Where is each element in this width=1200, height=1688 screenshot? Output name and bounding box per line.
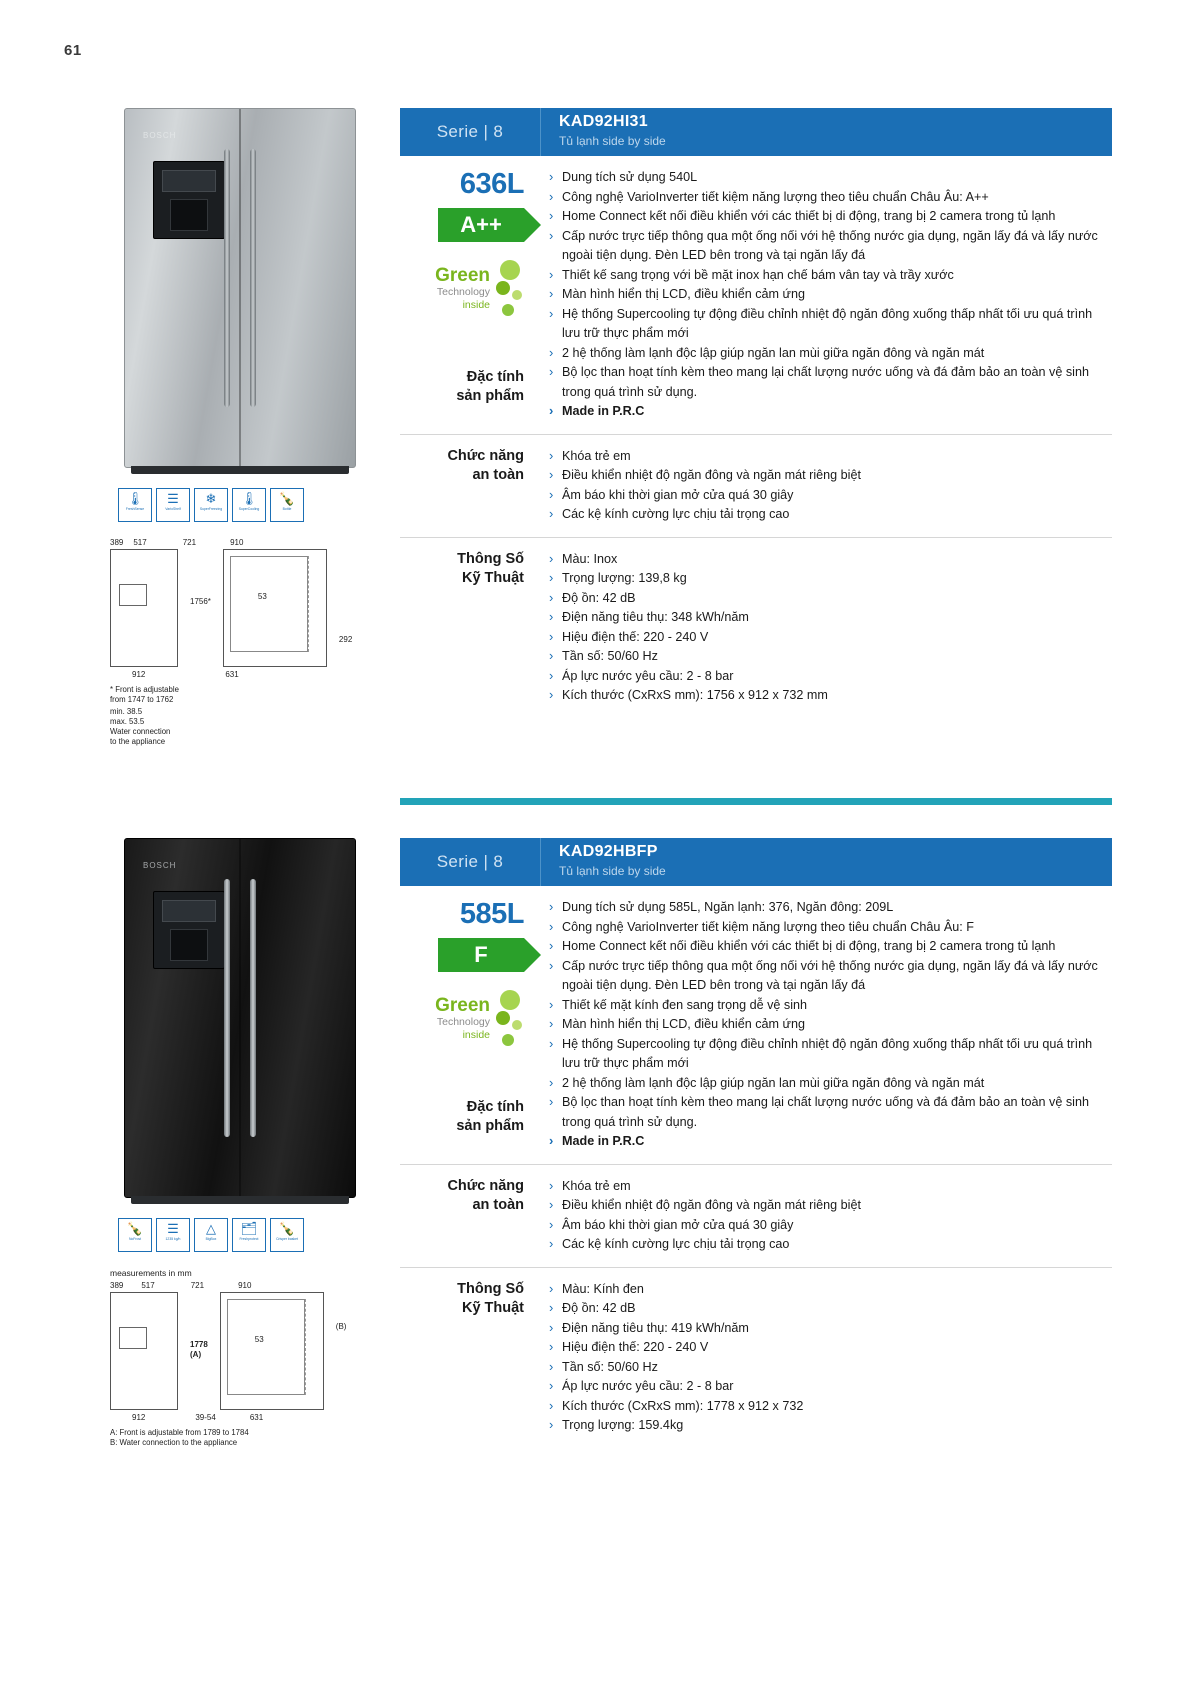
safety-label-line2: an toàn bbox=[472, 1196, 524, 1213]
supercooling-icon bbox=[232, 488, 266, 522]
specs-label-line2: Kỹ Thuật bbox=[461, 1299, 524, 1316]
list-item: › Điện năng tiêu thụ: 419 kWh/năm bbox=[546, 1319, 1112, 1339]
product-1-badges bbox=[400, 168, 540, 422]
icon-caption: SuperCooling bbox=[238, 507, 260, 511]
freshsense-icon bbox=[118, 488, 152, 522]
depth-53-label: 53 bbox=[254, 1335, 264, 1344]
marker-b-label: (B) bbox=[335, 1322, 347, 1331]
specs-label-line2: Kỹ Thuật bbox=[461, 569, 524, 586]
product-1-feature-icons bbox=[118, 488, 370, 522]
height-label-group bbox=[190, 1292, 208, 1360]
list-item: › Bộ lọc than hoạt tính kèm theo mang lại chất lượng nước uống và đá đảm bảo an toàn vệ sinh trong quá trình sử dụng. bbox=[546, 363, 1112, 402]
front-view-drawing bbox=[110, 1292, 178, 1410]
superfreezing-icon bbox=[194, 488, 228, 522]
list-item: › Khóa trẻ em bbox=[546, 447, 1112, 467]
brand-logo: BOSCH bbox=[143, 131, 177, 140]
ice-maker-icon bbox=[156, 1218, 190, 1252]
icon-glyph: 🌡 bbox=[240, 491, 258, 506]
list-item: › Cấp nước trực tiếp thông qua một ống nối với hệ thống nước gia dụng, ngăn lấy đá và lấy nước ngoài tiện dụng. Đèn LED bên trong và tại ngăn lấy đá bbox=[546, 957, 1112, 996]
door-swing bbox=[305, 1299, 317, 1395]
product-2-spec-panel bbox=[400, 838, 1112, 1448]
energy-badge bbox=[400, 208, 524, 242]
note-max: max. 53.5 bbox=[110, 717, 145, 726]
fridge-base bbox=[131, 1196, 349, 1204]
product-1-safety-list bbox=[540, 447, 1112, 525]
product-2-dimension-drawing bbox=[110, 1268, 370, 1448]
specs-label-line1: Thông Số bbox=[457, 1280, 524, 1297]
dimension-notes bbox=[110, 685, 370, 747]
list-item: › Tần số: 50/60 Hz bbox=[546, 1358, 1112, 1378]
serie-label: Serie | 8 bbox=[436, 852, 504, 871]
list-item: › Màu: Kính đen bbox=[546, 1280, 1112, 1300]
height-label: 1778 bbox=[190, 1340, 208, 1349]
right-door-handle bbox=[250, 149, 256, 407]
dispenser-well bbox=[170, 199, 208, 231]
tick-910: 910 bbox=[238, 1281, 252, 1290]
tick-721: 721 bbox=[190, 1281, 205, 1290]
door-swing bbox=[308, 556, 320, 652]
features-label-line2: sản phẩm bbox=[456, 388, 524, 404]
bottle-rack-icon bbox=[270, 1218, 304, 1252]
icon-caption: SuperFreezing bbox=[199, 507, 223, 511]
icon-glyph: 🌡 bbox=[126, 491, 144, 506]
list-item: › Công nghệ VarioInverter tiết kiệm năng lượng theo tiêu chuẩn Châu Âu: F bbox=[546, 918, 1112, 938]
green-technology-logo bbox=[400, 996, 524, 1062]
icon-glyph: 🍾 bbox=[278, 491, 296, 506]
product-2-safety-list bbox=[540, 1177, 1112, 1255]
left-door-handle bbox=[224, 149, 230, 407]
left-door-handle bbox=[224, 879, 230, 1137]
width-912-label: 912 bbox=[132, 670, 146, 679]
door-split bbox=[239, 839, 241, 1197]
product-1-features-list bbox=[540, 168, 1112, 422]
safety-label-line2: an toàn bbox=[472, 466, 524, 483]
product-1-specs-list bbox=[540, 550, 1112, 706]
icon-glyph: ☰ bbox=[167, 1221, 179, 1236]
serie-label: Serie | 8 bbox=[436, 122, 504, 141]
list-item: › Made in P.R.C bbox=[546, 1132, 1112, 1152]
dispenser-outline bbox=[119, 584, 147, 606]
green-line-1: Green bbox=[435, 265, 490, 286]
icon-caption: BigBox bbox=[205, 1237, 217, 1241]
tick-517: 517 bbox=[133, 538, 147, 547]
product-1-header bbox=[400, 108, 1112, 156]
green-line-3: inside bbox=[462, 299, 490, 311]
list-item: › Home Connect kết nối điều khiển với các thiết bị di động, trang bị 2 camera trong tủ lạnh bbox=[546, 207, 1112, 227]
range-39-54-label: 39-54 bbox=[195, 1413, 216, 1422]
product-1-dimension-drawing bbox=[110, 538, 370, 747]
safety-label-line1: Chức năng bbox=[447, 1177, 524, 1194]
list-item: › Áp lực nước yêu cầu: 2 - 8 bar bbox=[546, 667, 1112, 687]
product-2-badges bbox=[400, 898, 540, 1152]
product-2-visuals bbox=[110, 838, 370, 1448]
note-water-connection: Water connection bbox=[110, 727, 171, 736]
icon-caption: Freshprotect bbox=[239, 1237, 259, 1241]
product-2-specs-row bbox=[400, 1268, 1112, 1448]
list-item: › Hiệu điện thế: 220 - 240 V bbox=[546, 1338, 1112, 1358]
dimension-ticks-top bbox=[110, 1281, 370, 1290]
depth-53-label: 53 bbox=[257, 592, 267, 601]
features-label-line1: Đặc tính bbox=[466, 369, 524, 385]
energy-class-label: A++ bbox=[438, 208, 524, 242]
product-2-features-row bbox=[400, 886, 1112, 1165]
measurement-units-note: measurements in mm bbox=[110, 1268, 192, 1278]
list-item: › Dung tích sử dụng 585L, Ngăn lạnh: 376, Ngăn đông: 209L bbox=[546, 898, 1112, 918]
list-item: › Trọng lượng: 159.4kg bbox=[546, 1416, 1112, 1436]
specs-section-label bbox=[400, 1280, 540, 1436]
door-split bbox=[239, 109, 241, 467]
icon-caption: Crisper basket bbox=[276, 1237, 298, 1241]
bigbox-icon bbox=[194, 1218, 228, 1252]
list-item: › Trọng lượng: 139,8 kg bbox=[546, 569, 1112, 589]
list-item: › Màn hình hiển thị LCD, điều khiển cảm ứng bbox=[546, 1015, 1112, 1035]
list-item: › Thiết kế sang trọng với bề mặt inox hạn chế bám vân tay và trầy xước bbox=[546, 266, 1112, 286]
product-2-features-list bbox=[540, 898, 1112, 1152]
width-912-label: 912 bbox=[132, 1413, 146, 1422]
vitafresh-icon bbox=[232, 1218, 266, 1252]
dispenser-outline bbox=[119, 1327, 147, 1349]
icon-glyph: △ bbox=[206, 1221, 216, 1236]
list-item: › Dung tích sử dụng 540L bbox=[546, 168, 1112, 188]
water-dispenser bbox=[153, 161, 225, 239]
green-technology-logo bbox=[400, 266, 524, 332]
icon-caption: Bottle bbox=[282, 507, 292, 511]
list-item: › Màu: Inox bbox=[546, 550, 1112, 570]
tick-910: 910 bbox=[230, 538, 244, 547]
list-item: › Các kệ kính cường lực chịu tải trọng cao bbox=[546, 505, 1112, 525]
list-item: › Tần số: 50/60 Hz bbox=[546, 647, 1112, 667]
safety-section-label bbox=[400, 447, 540, 525]
green-line-1: Green bbox=[435, 995, 490, 1016]
tick-389: 389 bbox=[110, 1281, 124, 1290]
green-dots-icon bbox=[494, 260, 524, 322]
tick-721: 721 bbox=[182, 538, 197, 547]
front-view-drawing bbox=[110, 549, 178, 667]
dimension-ticks-top bbox=[110, 538, 370, 547]
icon-caption: VarioShelf bbox=[165, 507, 181, 511]
energy-class-label: F bbox=[438, 938, 524, 972]
specs-section-label bbox=[400, 550, 540, 706]
height-marker-a: (A) bbox=[190, 1350, 202, 1359]
list-item: › Made in P.R.C bbox=[546, 402, 1112, 422]
cabinet-outline bbox=[230, 556, 308, 652]
tick-517: 517 bbox=[141, 1281, 155, 1290]
icon-caption: NoFrost bbox=[128, 1237, 142, 1241]
bottle-rack-icon bbox=[270, 488, 304, 522]
right-door-handle bbox=[250, 879, 256, 1137]
green-dots-icon bbox=[494, 990, 524, 1052]
features-section-label bbox=[400, 1098, 524, 1136]
icon-glyph: ❄ bbox=[205, 491, 217, 506]
nofrost-icon bbox=[118, 1218, 152, 1252]
product-2-header bbox=[400, 838, 1112, 886]
features-label-line1: Đặc tính bbox=[466, 1099, 524, 1115]
note-front-range: from 1747 to 1762 bbox=[110, 695, 174, 704]
depth-631-label: 631 bbox=[249, 1413, 264, 1422]
page-number: 61 bbox=[64, 42, 82, 59]
green-line-3: inside bbox=[462, 1029, 490, 1041]
dimension-notes bbox=[110, 1428, 370, 1448]
list-item: › Hiệu điện thế: 220 - 240 V bbox=[546, 628, 1112, 648]
icon-caption: 1235 kg/h bbox=[165, 1237, 181, 1241]
specs-label-line1: Thông Số bbox=[457, 550, 524, 567]
list-item: › Công nghệ VarioInverter tiết kiệm năng lượng theo tiêu chuẩn Châu Âu: A++ bbox=[546, 188, 1112, 208]
dispenser-display bbox=[162, 170, 216, 192]
icon-glyph: 🍾 bbox=[126, 1221, 144, 1236]
section-divider bbox=[400, 798, 1112, 805]
list-item: › Âm báo khi thời gian mở cửa quá 30 giây bbox=[546, 486, 1112, 506]
side-view-drawing bbox=[220, 1292, 324, 1410]
dispenser-display bbox=[162, 900, 216, 922]
green-line-2: Technology bbox=[436, 286, 490, 298]
features-label-line2: sản phẩm bbox=[456, 1118, 524, 1134]
vario-shelf-icon bbox=[156, 488, 190, 522]
list-item: › Thiết kế mặt kính đen sang trọng dễ vệ sinh bbox=[546, 996, 1112, 1016]
list-item: › Hệ thống Supercooling tự động điều chỉnh nhiệt độ ngăn đông xuống thấp nhất tối ưu quá trình lưu trữ thực phẩm mới bbox=[546, 305, 1112, 344]
list-item: › Kích thước (CxRxS mm): 1756 x 912 x 732 mm bbox=[546, 686, 1112, 706]
model-subtitle: Tủ lạnh side by side bbox=[559, 134, 666, 148]
list-item: › 2 hệ thống làm lạnh độc lập giúp ngăn lan mùi giữa ngăn đông và ngăn mát bbox=[546, 344, 1112, 364]
capacity-label: 636L bbox=[459, 168, 524, 200]
cabinet-outline bbox=[227, 1299, 305, 1395]
icon-glyph: 🗂 bbox=[240, 1221, 258, 1236]
tick-389: 389 bbox=[110, 538, 124, 547]
note-water-connection-2: to the appliance bbox=[110, 737, 166, 746]
list-item: › Cấp nước trực tiếp thông qua một ống nối với hệ thống nước gia dụng, ngăn lấy đá và lấy nước ngoài tiện dụng. Đèn LED bên trong và tại ngăn lấy đá bbox=[546, 227, 1112, 266]
height-label: 1756* bbox=[190, 597, 211, 606]
depth-631-label: 631 bbox=[225, 670, 239, 679]
list-item: › Điều khiển nhiệt độ ngăn đông và ngăn mát riêng biệt bbox=[546, 1196, 1112, 1216]
product-2-feature-icons bbox=[118, 1218, 370, 1252]
note-a: A: Front is adjustable from 1789 to 1784 bbox=[110, 1428, 249, 1437]
list-item: › Hệ thống Supercooling tự động điều chỉnh nhiệt độ ngăn đông xuống thấp nhất tối ưu quá trình lưu trữ thực phẩm mới bbox=[546, 1035, 1112, 1074]
model-name: KAD92HBFP bbox=[559, 843, 658, 860]
side-292-label: 292 bbox=[338, 635, 353, 644]
product-2-safety-row bbox=[400, 1165, 1112, 1268]
list-item: › Các kệ kính cường lực chịu tải trọng cao bbox=[546, 1235, 1112, 1255]
water-dispenser bbox=[153, 891, 225, 969]
note-min: min. 38.5 bbox=[110, 707, 143, 716]
list-item: › Home Connect kết nối điều khiển với các thiết bị di động, trang bị 2 camera trong tủ lạnh bbox=[546, 937, 1112, 957]
capacity-label: 585L bbox=[459, 898, 524, 930]
product-2-specs-list bbox=[540, 1280, 1112, 1436]
list-item: › Khóa trẻ em bbox=[546, 1177, 1112, 1197]
list-item: › Bộ lọc than hoạt tính kèm theo mang lại chất lượng nước uống và đá đảm bảo an toàn vệ sinh trong quá trình sử dụng. bbox=[546, 1093, 1112, 1132]
side-view-drawing bbox=[223, 549, 327, 667]
green-line-2: Technology bbox=[436, 1016, 490, 1028]
product-1-visuals bbox=[110, 108, 370, 747]
list-item: › Kích thước (CxRxS mm): 1778 x 912 x 732 bbox=[546, 1397, 1112, 1417]
dispenser-well bbox=[170, 929, 208, 961]
list-item: › Điện năng tiêu thụ: 348 kWh/năm bbox=[546, 608, 1112, 628]
product-1-spec-panel bbox=[400, 108, 1112, 718]
model-subtitle: Tủ lạnh side by side bbox=[559, 864, 666, 878]
features-section-label bbox=[400, 368, 524, 406]
note-b: B: Water connection to the appliance bbox=[110, 1438, 238, 1447]
fridge-base bbox=[131, 466, 349, 474]
list-item: › Áp lực nước yêu cầu: 2 - 8 bar bbox=[546, 1377, 1112, 1397]
list-item: › Màn hình hiển thị LCD, điều khiển cảm ứng bbox=[546, 285, 1112, 305]
product-1-specs-row bbox=[400, 538, 1112, 718]
icon-glyph: 🍾 bbox=[278, 1221, 296, 1236]
list-item: › Điều khiển nhiệt độ ngăn đông và ngăn mát riêng biệt bbox=[546, 466, 1112, 486]
model-name: KAD92HI31 bbox=[559, 113, 648, 130]
list-item: › Độ ồn: 42 dB bbox=[546, 1299, 1112, 1319]
product-2-image bbox=[124, 838, 356, 1198]
list-item: › Âm báo khi thời gian mở cửa quá 30 giây bbox=[546, 1216, 1112, 1236]
safety-label-line1: Chức năng bbox=[447, 447, 524, 464]
note-front-adjustable: * Front is adjustable bbox=[110, 685, 179, 694]
list-item: › 2 hệ thống làm lạnh độc lập giúp ngăn lan mùi giữa ngăn đông và ngăn mát bbox=[546, 1074, 1112, 1094]
energy-badge bbox=[400, 938, 524, 972]
icon-glyph: ☰ bbox=[167, 491, 179, 506]
safety-section-label bbox=[400, 1177, 540, 1255]
list-item: › Độ ồn: 42 dB bbox=[546, 589, 1112, 609]
product-1-features-row bbox=[400, 156, 1112, 435]
product-1-image bbox=[124, 108, 356, 468]
product-1-safety-row bbox=[400, 435, 1112, 538]
icon-caption: FreshSense bbox=[125, 507, 145, 511]
brand-logo: BOSCH bbox=[143, 861, 177, 870]
